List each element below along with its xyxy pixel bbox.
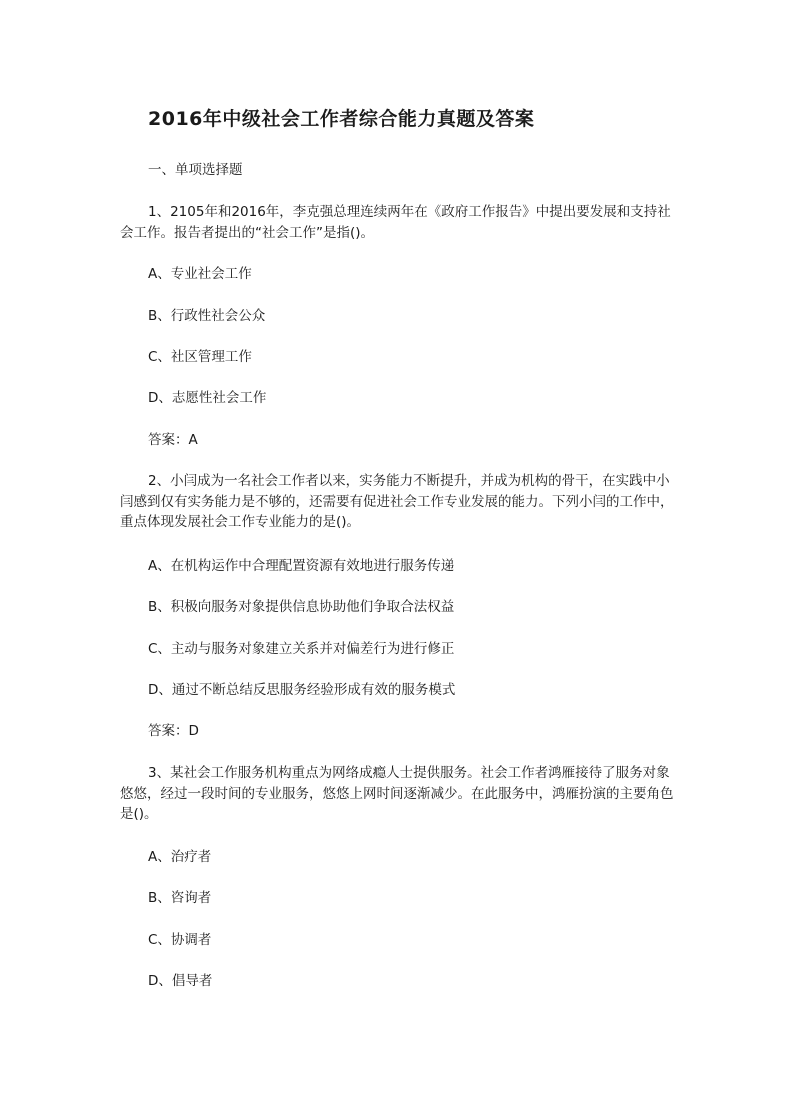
- question-1-option-c: C、社区管理工作: [148, 349, 252, 365]
- question-1-option-d: D、志愿性社会工作: [148, 390, 267, 406]
- question-2-option-c: C、主动与服务对象建立关系并对偏差行为进行修正: [148, 641, 455, 657]
- question-2-option-d: D、通过不断总结反思服务经验形成有效的服务模式: [148, 682, 456, 698]
- question-3-option-d: D、倡导者: [148, 973, 213, 989]
- question-2-stem: 2、小闫成为一名社会工作者以来，实务能力不断提升，并成为机构的骨干，在实践中小闫感到仅有实务能力是不够的，还需要有促进社会工作专业发展的能力。下列小闫的工作中，重点体现发展社会工作专业能力的是()。: [120, 473, 674, 530]
- question-2-answer: 答案：D: [148, 723, 199, 739]
- question-3-option-b: B、咨询者: [148, 890, 212, 906]
- question-2-option-b: B、积极向服务对象提供信息协助他们争取合法权益: [148, 599, 455, 615]
- question-3-option-a: A、治疗者: [148, 849, 212, 865]
- section-heading: 一、单项选择题: [148, 162, 243, 178]
- question-2-option-a: A、在机构运作中合理配置资源有效地进行服务传递: [148, 558, 455, 574]
- question-3-option-c: C、协调者: [148, 932, 212, 948]
- question-1-stem: 1、2105年和2016年，李克强总理连续两年在《政府工作报告》中提出要发展和支持社会工作。报告者提出的“社会工作”是指()。: [120, 204, 671, 241]
- question-1-option-a: A、专业社会工作: [148, 266, 252, 282]
- question-1-option-b: B、行政性社会公众: [148, 308, 266, 324]
- question-1-answer: 答案：A: [148, 432, 198, 448]
- question-3-stem: 3、某社会工作服务机构重点为网络成瘾人士提供服务。社会工作者鸿雁接待了服务对象悠悠，经过一段时间的专业服务，悠悠上网时间逐渐减少。在此服务中，鸿雁扮演的主要角色是()。: [120, 765, 674, 822]
- document-title: 2016年中级社会工作者综合能力真题及答案: [148, 108, 535, 130]
